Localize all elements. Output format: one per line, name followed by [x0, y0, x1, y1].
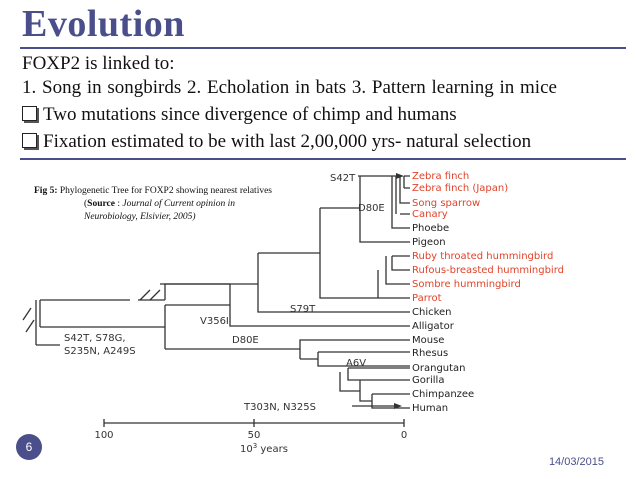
species-label: Mouse: [412, 335, 445, 346]
mutation-label: S235N, A249S: [64, 346, 136, 357]
intro-text: FOXP2 is linked to:: [22, 53, 175, 74]
mutation-label: S79T: [290, 304, 316, 315]
species-label: Alligator: [412, 321, 454, 332]
slide-date: 14/03/2015: [548, 456, 604, 468]
axis-tick-label: 0: [400, 430, 408, 441]
species-label: Parrot: [412, 293, 442, 304]
species-labels: [412, 171, 564, 414]
axis-unit-label: $10^3$ years: [240, 442, 288, 455]
species-label: Rhesus: [412, 348, 449, 359]
caption-label: Fig 5:: [34, 186, 58, 196]
species-label: Song sparrow: [412, 198, 481, 209]
species-label: Chimpanzee: [412, 389, 475, 400]
species-label: Ruby throated hummingbird: [412, 251, 554, 262]
mutation-label: S42T, S78G,: [64, 333, 126, 344]
axis-tick-label: 50: [247, 430, 261, 441]
mutation-label: D80E: [358, 203, 385, 214]
species-label: Rufous-breasted hummingbird: [412, 265, 564, 276]
page-number-badge: 6: [16, 434, 42, 460]
mutation-label: V356I: [200, 316, 229, 327]
species-label: Pigeon: [412, 237, 446, 248]
source-publisher: Neurobiology, Elsivier, 2005): [84, 212, 196, 222]
species-label: Phoebe: [412, 223, 450, 234]
mutation-label: D80E: [232, 335, 259, 346]
linked-list-line: 1. Song in songbirds 2. Echolation in bats 3. Pattern learning in mice: [22, 77, 557, 98]
caption-text: Phylogenetic Tree for FOXP2 showing nearest relatives: [57, 186, 272, 196]
species-label: Zebra finch: [412, 171, 470, 182]
species-label: Chicken: [412, 307, 452, 318]
source-label: Source: [87, 199, 115, 209]
bullet-text: Two mutations since divergence of chimp and humans: [43, 104, 457, 125]
mutation-label: T303N, N325S: [244, 402, 316, 413]
slide-title: Evolution: [22, 3, 185, 45]
mutation-label: A6V: [346, 358, 367, 369]
mutation-labels: [64, 173, 385, 413]
species-label: Zebra finch (Japan): [412, 183, 509, 194]
axis-tick-labels: [94, 430, 407, 441]
mutation-label: S42T: [330, 173, 356, 184]
time-axis: [104, 419, 404, 427]
source-journal: Journal of Current opinion in: [122, 199, 235, 209]
source-colon: :: [114, 199, 123, 209]
tree-branches: [23, 176, 410, 408]
species-label: Orangutan: [412, 363, 466, 374]
axis-tick-label: 100: [94, 430, 114, 441]
species-label: Human: [412, 403, 449, 414]
species-label: Sombre hummingbird: [412, 279, 521, 290]
species-label: Canary: [412, 209, 448, 220]
bullet-text: Fixation estimated to be with last 2,00,000 yrs- natural selection: [43, 131, 532, 152]
species-label: Gorilla: [412, 375, 445, 386]
source-paren: (: [84, 199, 88, 209]
